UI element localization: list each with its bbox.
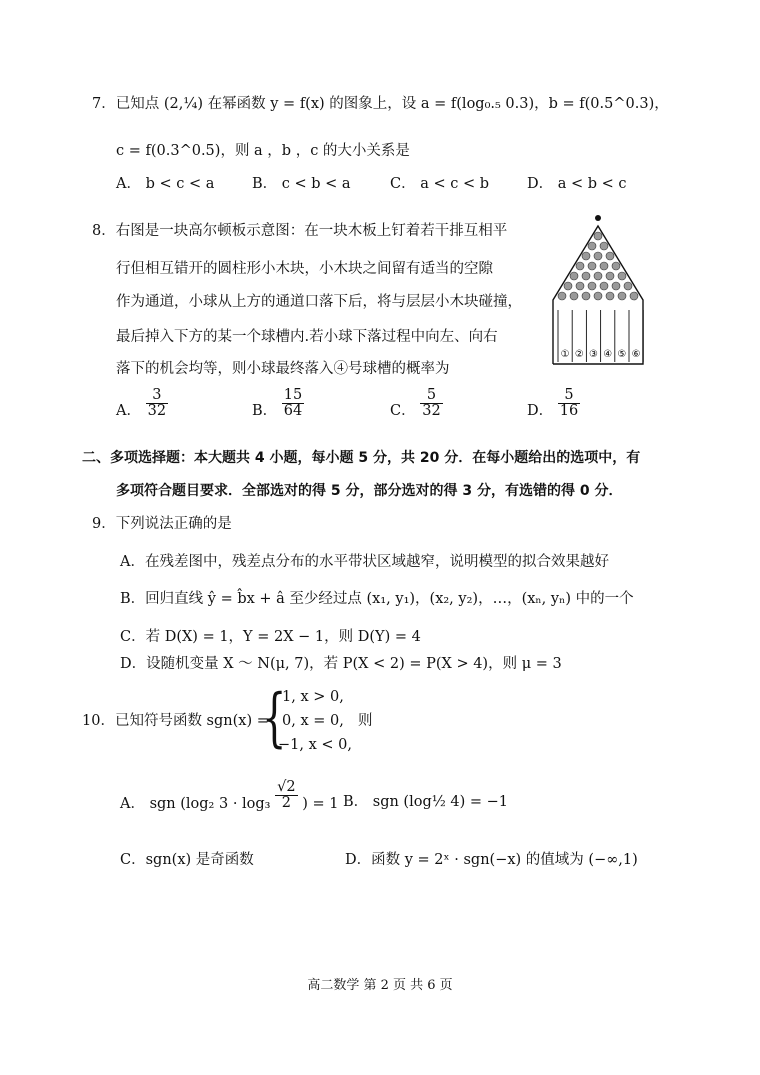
q8-option-c-num: 5 bbox=[420, 388, 442, 404]
peg bbox=[600, 262, 608, 270]
q8-line1: 8．右图是一块高尔顿板示意图：在一块木板上钉着若干排互相平 bbox=[92, 223, 508, 239]
peg bbox=[594, 292, 602, 300]
q10-option-a-pre: A． sgn (log₂ 3 · log₃ bbox=[120, 795, 271, 812]
page-footer: 高二数学 第 2 页 共 6 页 bbox=[307, 978, 453, 993]
q8-option-b-den: 64 bbox=[283, 403, 303, 420]
peg bbox=[606, 292, 614, 300]
q10-stem: 10．已知符号函数 sgn(x) = bbox=[82, 713, 269, 729]
q10-option-a-num: √2 bbox=[277, 779, 296, 795]
slot-label: ② bbox=[574, 349, 584, 360]
q10-option-a-den: 2 bbox=[281, 795, 291, 812]
peg bbox=[564, 282, 572, 290]
section2-line2: 多项符合题目要求．全部选对的得 5 分，部分选对的得 3 分，有选错的得 0 分． bbox=[116, 483, 623, 499]
galton-board-figure bbox=[545, 212, 655, 367]
q8-option-d-fraction bbox=[558, 388, 580, 419]
peg bbox=[588, 242, 596, 250]
slot-label: ① bbox=[560, 349, 570, 360]
ball-slots bbox=[558, 310, 643, 362]
peg bbox=[588, 262, 596, 270]
q8-option-b bbox=[252, 388, 304, 419]
q8-option-a-num: 3 bbox=[146, 388, 168, 404]
q10-case3: −1, x < 0, bbox=[278, 737, 352, 753]
q10-brace: { bbox=[262, 681, 287, 755]
peg bbox=[612, 262, 620, 270]
q8-option-b-label: B． bbox=[252, 402, 278, 419]
q10-case1: 1, x > 0, bbox=[282, 689, 344, 705]
peg bbox=[618, 292, 626, 300]
peg bbox=[588, 282, 596, 290]
peg-array bbox=[558, 232, 638, 300]
q10-case2: 0, x = 0, bbox=[282, 713, 344, 729]
peg bbox=[576, 282, 584, 290]
peg bbox=[594, 252, 602, 260]
slot-label: ⑤ bbox=[617, 349, 627, 360]
peg bbox=[582, 272, 590, 280]
q7-option-b: B． c < b < a bbox=[252, 176, 351, 192]
peg bbox=[624, 282, 632, 290]
q8-line3: 作为通道，小球从上方的通道口落下后，将与层层小木块碰撞， bbox=[116, 294, 522, 310]
q8-option-d-label: D． bbox=[527, 402, 554, 419]
q10-option-d: D．函数 y = 2ˣ · sgn(−x) 的值域为 (−∞,1) bbox=[345, 852, 638, 868]
peg bbox=[570, 292, 578, 300]
q8-option-a bbox=[116, 388, 168, 419]
q8-option-d-den: 16 bbox=[559, 403, 579, 420]
slot-label: ④ bbox=[603, 349, 613, 360]
q10-option-a-fraction bbox=[275, 780, 297, 811]
peg bbox=[558, 292, 566, 300]
q7-line1: 7．已知点 (2,¼) 在幂函数 y = f(x) 的图象上，设 a = f(log₀.₅ 0.3)，b = f(0.5^0.3)， bbox=[92, 96, 669, 112]
peg bbox=[606, 252, 614, 260]
q8-line5: 落下的机会均等，则小球最终落入④号球槽的概率为 bbox=[116, 361, 450, 377]
q7-line2: c = f(0.3^0.5)，则 a ，b ，c 的大小关系是 bbox=[116, 143, 410, 159]
slot-label: ⑥ bbox=[631, 349, 641, 360]
q8-option-a-label: A． bbox=[116, 402, 141, 419]
q8-line2: 行但相互错开的圆柱形小木块，小木块之间留有适当的空隙 bbox=[116, 261, 493, 277]
q8-option-d bbox=[527, 388, 580, 419]
q8-line4: 最后掉入下方的某一个球槽内.若小球下落过程中向左、向右 bbox=[116, 329, 498, 345]
peg bbox=[582, 292, 590, 300]
peg bbox=[606, 272, 614, 280]
peg bbox=[594, 272, 602, 280]
q10-option-a-post: ) = 1 bbox=[302, 795, 339, 812]
q7-option-a: A． b < c < a bbox=[116, 176, 215, 192]
q8-option-a-fraction bbox=[146, 388, 168, 419]
q10-option-a bbox=[120, 780, 338, 811]
q10-option-c: C．sgn(x) 是奇函数 bbox=[120, 852, 254, 868]
q10-option-b: B． sgn (log½ 4) = −1 bbox=[343, 794, 509, 810]
peg bbox=[600, 242, 608, 250]
q9-option-c: C．若 D(X) = 1，Y = 2X − 1，则 D(Y) = 4 bbox=[120, 629, 421, 645]
q8-option-a-den: 32 bbox=[147, 403, 167, 420]
q8-option-b-fraction bbox=[282, 388, 304, 419]
q8-option-d-num: 5 bbox=[558, 388, 580, 404]
q9-option-d: D．设随机变量 X ～ N(μ, 7)，若 P(X < 2) = P(X > 4)，则 μ = 3 bbox=[120, 656, 562, 672]
q7-option-c: C． a < c < b bbox=[390, 176, 489, 192]
q9-option-a: A．在残差图中，残差点分布的水平带状区域越窄，说明模型的拟合效果越好 bbox=[120, 554, 609, 570]
peg bbox=[630, 292, 638, 300]
q7-option-d: D． a < b < c bbox=[527, 176, 627, 192]
peg bbox=[594, 232, 602, 240]
q9-stem: 9．下列说法正确的是 bbox=[92, 516, 232, 532]
q8-option-c-fraction bbox=[420, 388, 442, 419]
peg bbox=[576, 262, 584, 270]
peg bbox=[612, 282, 620, 290]
q8-option-c-den: 32 bbox=[422, 403, 441, 420]
q8-option-b-num: 15 bbox=[283, 387, 303, 403]
peg bbox=[582, 252, 590, 260]
q8-option-c bbox=[390, 388, 443, 419]
section2-line1: 二、多项选择题：本大题共 4 小题，每小题 5 分，共 20 分．在每小题给出的选项中，有 bbox=[82, 450, 641, 466]
slot-label: ③ bbox=[589, 349, 598, 360]
peg bbox=[570, 272, 578, 280]
peg bbox=[600, 282, 608, 290]
q9-option-b: B．回归直线 ŷ = b̂x + â 至少经过点 (x₁, y₁)，(x₂, y₂)，…，(xₙ, yₙ) 中的一个 bbox=[120, 591, 634, 607]
q10-then: 则 bbox=[358, 713, 373, 729]
q8-option-c-label: C． bbox=[390, 402, 416, 419]
peg bbox=[618, 272, 626, 280]
entry-ball bbox=[595, 215, 601, 221]
